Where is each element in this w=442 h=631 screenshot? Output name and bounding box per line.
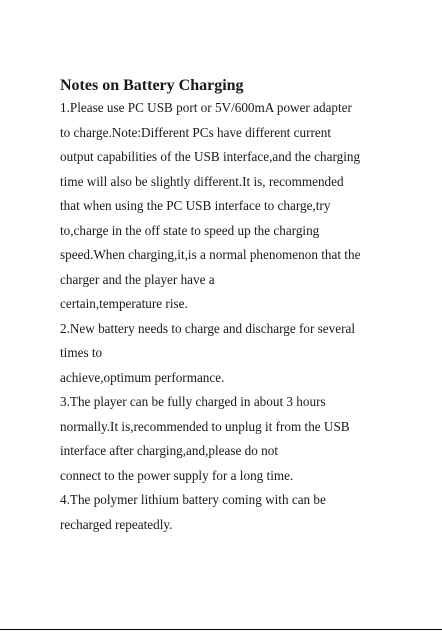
bottom-divider (0, 629, 442, 630)
text-line: 1.Please use PC USB port or 5V/600mA power adapter (60, 100, 352, 115)
text-line: interface after charging,and,please do not (60, 443, 278, 458)
text-line: achieve,optimum performance. (60, 369, 225, 385)
page-title: Notes on Battery Charging (60, 77, 244, 94)
text-line: times to (60, 345, 103, 360)
notes-body (60, 96, 400, 537)
text-line: connect to the power supply for a long time. (60, 467, 294, 483)
text-line: 3.The player can be fully charged in about 3 hours (60, 394, 326, 409)
text-line: speed.When charging,it,is a normal phenomenon that the (60, 247, 361, 262)
text-line: to charge.Note:Different PCs have different current (60, 124, 331, 140)
text-line: time will also be slightly different.It is, recommended (60, 173, 344, 189)
text-line: charger and the player have a (60, 271, 215, 287)
text-line: 4.The polymer lithium battery coming with can be (60, 492, 326, 507)
text-line: 2.New battery needs to charge and discharge for several (60, 320, 356, 336)
text-line: output capabilities of the USB interface,and the charging (60, 149, 361, 164)
text-line: that when using the PC USB interface to charge,try (60, 198, 331, 213)
text-line: to,charge in the off state to speed up the charging (60, 222, 320, 238)
text-line: normally.It is,recommended to unplug it from the USB (60, 418, 350, 434)
text-line: recharged repeatedly. (60, 516, 173, 532)
text-line: certain,temperature rise. (60, 296, 188, 311)
